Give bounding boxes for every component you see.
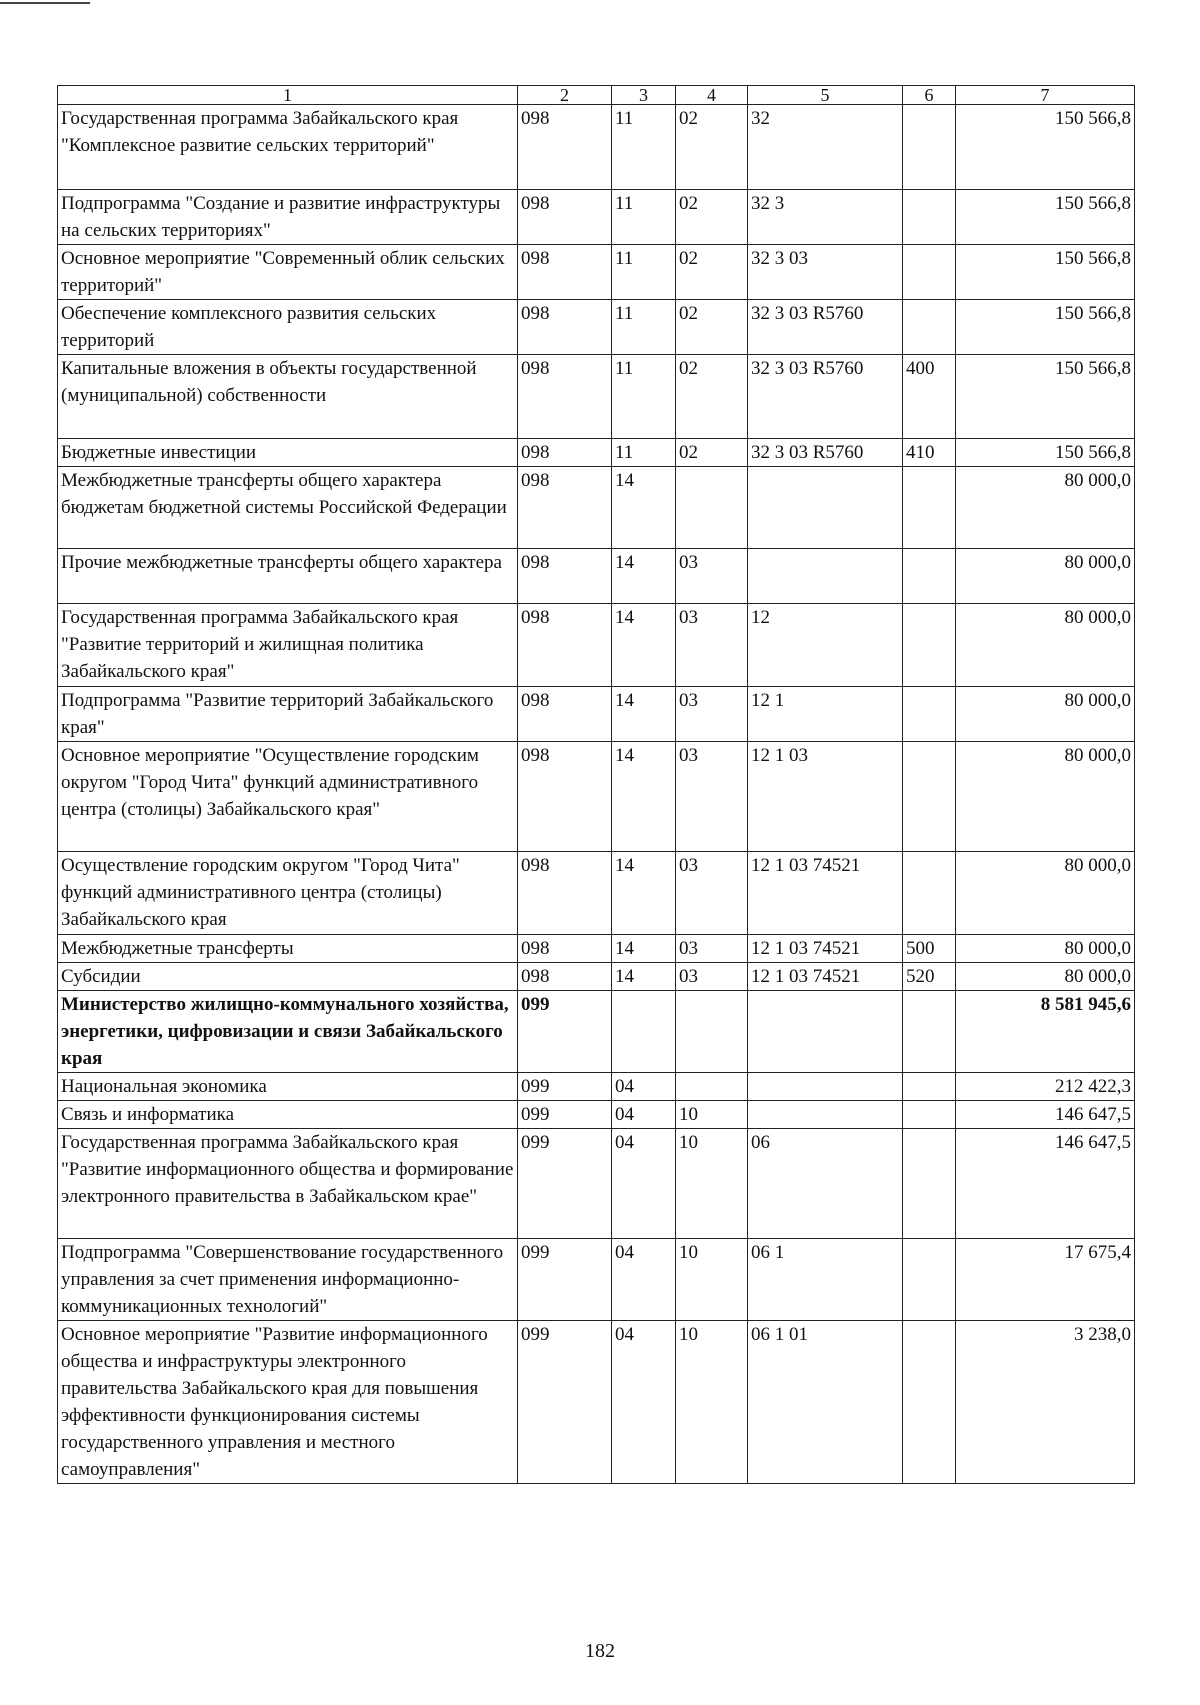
- cell-amount: 150 566,8: [956, 439, 1135, 467]
- cell-c3: 14: [612, 852, 676, 935]
- cell-c2: 098: [518, 742, 612, 852]
- cell-c3: 11: [612, 190, 676, 245]
- cell-amount: 80 000,0: [956, 687, 1135, 742]
- cell-c5: [748, 549, 903, 604]
- cell-c6: [903, 190, 956, 245]
- cell-c2: 098: [518, 355, 612, 439]
- cell-c5: 32: [748, 105, 903, 190]
- cell-c4: 02: [676, 190, 748, 245]
- table-row: [58, 963, 1135, 991]
- col-header-1: 1: [58, 86, 518, 105]
- budget-table: [57, 85, 1135, 1484]
- cell-amount: 8 581 945,6: [956, 991, 1135, 1073]
- cell-c4: 02: [676, 300, 748, 355]
- cell-amount: 150 566,8: [956, 105, 1135, 190]
- cell-c3: 14: [612, 742, 676, 852]
- cell-c5: 32 3 03 R5760: [748, 355, 903, 439]
- column-number-row: [58, 86, 1135, 105]
- cell-c2: 098: [518, 300, 612, 355]
- cell-c6: [903, 742, 956, 852]
- row-name: Подпрограмма "Развитие территорий Забайкальского края": [58, 687, 518, 742]
- cell-c4: 03: [676, 742, 748, 852]
- cell-c3: 11: [612, 105, 676, 190]
- cell-amount: 150 566,8: [956, 300, 1135, 355]
- cell-amount: 150 566,8: [956, 245, 1135, 300]
- table-row: [58, 687, 1135, 742]
- cell-c5: 32 3 03 R5760: [748, 439, 903, 467]
- cell-c5: 32 3: [748, 190, 903, 245]
- table-row: [58, 300, 1135, 355]
- cell-amount: 80 000,0: [956, 963, 1135, 991]
- row-name: Подпрограмма "Совершенствование государственного управления за счет применения информационно-коммуникационных технологий": [58, 1239, 518, 1321]
- cell-c5: 06 1: [748, 1239, 903, 1321]
- page-number: 182: [585, 1640, 615, 1662]
- cell-c4: 02: [676, 245, 748, 300]
- cell-c2: 098: [518, 604, 612, 687]
- cell-c3: 04: [612, 1321, 676, 1484]
- cell-c4: 03: [676, 549, 748, 604]
- cell-c5: 06 1 01: [748, 1321, 903, 1484]
- row-name: Осуществление городским округом "Город Чита" функций административного центра (столицы) Забайкальского края: [58, 852, 518, 935]
- cell-c4: 10: [676, 1239, 748, 1321]
- cell-c2: 098: [518, 687, 612, 742]
- cell-c5: 12 1 03: [748, 742, 903, 852]
- cell-c4: 10: [676, 1129, 748, 1239]
- cell-c2: 099: [518, 1101, 612, 1129]
- cell-c2: 099: [518, 1129, 612, 1239]
- scan-edge-mark: [0, 2, 90, 4]
- cell-c4: [676, 1073, 748, 1101]
- cell-c6: [903, 1321, 956, 1484]
- cell-c4: 03: [676, 852, 748, 935]
- cell-c2: 099: [518, 1321, 612, 1484]
- cell-c4: 10: [676, 1101, 748, 1129]
- row-name: Прочие межбюджетные трансферты общего характера: [58, 549, 518, 604]
- cell-c6: [903, 604, 956, 687]
- table-row: [58, 852, 1135, 935]
- cell-c4: [676, 991, 748, 1073]
- table-row: [58, 190, 1135, 245]
- cell-c6: 520: [903, 963, 956, 991]
- row-name: Межбюджетные трансферты общего характера бюджетам бюджетной системы Российской Федерации: [58, 467, 518, 549]
- cell-c5: [748, 991, 903, 1073]
- cell-c6: 410: [903, 439, 956, 467]
- cell-c5: [748, 467, 903, 549]
- cell-c6: [903, 549, 956, 604]
- cell-c6: 400: [903, 355, 956, 439]
- table-row: [58, 1321, 1135, 1484]
- row-name: Бюджетные инвестиции: [58, 439, 518, 467]
- table-row: [58, 467, 1135, 549]
- cell-c3: 11: [612, 300, 676, 355]
- col-header-6: 6: [903, 86, 956, 105]
- table-row: [58, 439, 1135, 467]
- cell-c4: 10: [676, 1321, 748, 1484]
- table-row: [58, 1129, 1135, 1239]
- table-row-ministry: [58, 991, 1135, 1073]
- cell-c3: 14: [612, 467, 676, 549]
- row-name: Межбюджетные трансферты: [58, 935, 518, 963]
- table-row: [58, 935, 1135, 963]
- row-name: Субсидии: [58, 963, 518, 991]
- cell-amount: 80 000,0: [956, 467, 1135, 549]
- cell-c3: 11: [612, 439, 676, 467]
- row-name: Министерство жилищно-коммунального хозяйства, энергетики, цифровизации и связи Забайкальского края: [58, 991, 518, 1073]
- cell-c6: [903, 1073, 956, 1101]
- row-name: Основное мероприятие "Современный облик сельских территорий": [58, 245, 518, 300]
- row-name: Государственная программа Забайкальского края "Развитие территорий и жилищная политика Забайкальского края": [58, 604, 518, 687]
- cell-c6: [903, 687, 956, 742]
- cell-c6: [903, 852, 956, 935]
- table-row: [58, 245, 1135, 300]
- cell-c2: 099: [518, 1239, 612, 1321]
- col-header-7: 7: [956, 86, 1135, 105]
- col-header-3: 3: [612, 86, 676, 105]
- table-row: [58, 742, 1135, 852]
- cell-c5: 12: [748, 604, 903, 687]
- cell-c3: 04: [612, 1129, 676, 1239]
- row-name: Основное мероприятие "Развитие информационного общества и инфраструктуры электронного правительства Забайкальского края для повышения эффективности функционирования системы государственного управления и местного самоуправления": [58, 1321, 518, 1484]
- table-row: [58, 105, 1135, 190]
- cell-c2: 098: [518, 549, 612, 604]
- cell-amount: 80 000,0: [956, 604, 1135, 687]
- cell-c5: 12 1 03 74521: [748, 963, 903, 991]
- cell-c6: [903, 467, 956, 549]
- col-header-4: 4: [676, 86, 748, 105]
- table-row: [58, 1073, 1135, 1101]
- cell-c5: 12 1 03 74521: [748, 935, 903, 963]
- cell-c4: 03: [676, 935, 748, 963]
- cell-c4: [676, 467, 748, 549]
- cell-c6: [903, 105, 956, 190]
- cell-c3: 14: [612, 604, 676, 687]
- cell-c3: 14: [612, 963, 676, 991]
- cell-c5: 12 1 03 74521: [748, 852, 903, 935]
- cell-c3: [612, 991, 676, 1073]
- table-row: [58, 1101, 1135, 1129]
- cell-c2: 098: [518, 245, 612, 300]
- cell-amount: 146 647,5: [956, 1101, 1135, 1129]
- cell-c5: 32 3 03 R5760: [748, 300, 903, 355]
- table-row: [58, 355, 1135, 439]
- cell-c5: 32 3 03: [748, 245, 903, 300]
- row-name: Связь и информатика: [58, 1101, 518, 1129]
- table-row: [58, 1239, 1135, 1321]
- cell-amount: 150 566,8: [956, 355, 1135, 439]
- cell-c2: 099: [518, 1073, 612, 1101]
- cell-c4: 03: [676, 604, 748, 687]
- cell-c5: [748, 1101, 903, 1129]
- row-name: Подпрограмма "Создание и развитие инфраструктуры на сельских территориях": [58, 190, 518, 245]
- cell-c3: 14: [612, 687, 676, 742]
- cell-c4: 02: [676, 439, 748, 467]
- cell-amount: 212 422,3: [956, 1073, 1135, 1101]
- cell-c2: 098: [518, 105, 612, 190]
- cell-c5: [748, 1073, 903, 1101]
- cell-c6: [903, 300, 956, 355]
- col-header-2: 2: [518, 86, 612, 105]
- cell-amount: 80 000,0: [956, 742, 1135, 852]
- cell-amount: 146 647,5: [956, 1129, 1135, 1239]
- row-name: Основное мероприятие "Осуществление городским округом "Город Чита" функций административного центра (столицы) Забайкальского края": [58, 742, 518, 852]
- cell-c2: 098: [518, 852, 612, 935]
- cell-c3: 04: [612, 1073, 676, 1101]
- table-row: [58, 549, 1135, 604]
- cell-c6: [903, 991, 956, 1073]
- cell-c3: 04: [612, 1239, 676, 1321]
- cell-c3: 11: [612, 355, 676, 439]
- row-name: Национальная экономика: [58, 1073, 518, 1101]
- cell-amount: 17 675,4: [956, 1239, 1135, 1321]
- cell-c6: 500: [903, 935, 956, 963]
- cell-c4: 02: [676, 105, 748, 190]
- cell-c2: 098: [518, 963, 612, 991]
- table-row: [58, 604, 1135, 687]
- cell-c5: 06: [748, 1129, 903, 1239]
- cell-c3: 14: [612, 935, 676, 963]
- cell-c2: 098: [518, 439, 612, 467]
- cell-c6: [903, 245, 956, 300]
- cell-c6: [903, 1129, 956, 1239]
- cell-c2: 099: [518, 991, 612, 1073]
- cell-amount: 80 000,0: [956, 549, 1135, 604]
- cell-amount: 80 000,0: [956, 935, 1135, 963]
- row-name: Государственная программа Забайкальского края "Развитие информационного общества и формирование электронного правительства в Забайкальском крае": [58, 1129, 518, 1239]
- cell-amount: 3 238,0: [956, 1321, 1135, 1484]
- cell-c6: [903, 1239, 956, 1321]
- cell-c4: 03: [676, 963, 748, 991]
- cell-c6: [903, 1101, 956, 1129]
- cell-c2: 098: [518, 935, 612, 963]
- cell-c3: 14: [612, 549, 676, 604]
- col-header-5: 5: [748, 86, 903, 105]
- row-name: Государственная программа Забайкальского края "Комплексное развитие сельских территорий": [58, 105, 518, 190]
- cell-c4: 02: [676, 355, 748, 439]
- cell-c2: 098: [518, 190, 612, 245]
- cell-c5: 12 1: [748, 687, 903, 742]
- cell-c3: 11: [612, 245, 676, 300]
- cell-c3: 04: [612, 1101, 676, 1129]
- cell-c4: 03: [676, 687, 748, 742]
- cell-amount: 80 000,0: [956, 852, 1135, 935]
- cell-amount: 150 566,8: [956, 190, 1135, 245]
- row-name: Обеспечение комплексного развития сельских территорий: [58, 300, 518, 355]
- row-name: Капитальные вложения в объекты государственной (муниципальной) собственности: [58, 355, 518, 439]
- cell-c2: 098: [518, 467, 612, 549]
